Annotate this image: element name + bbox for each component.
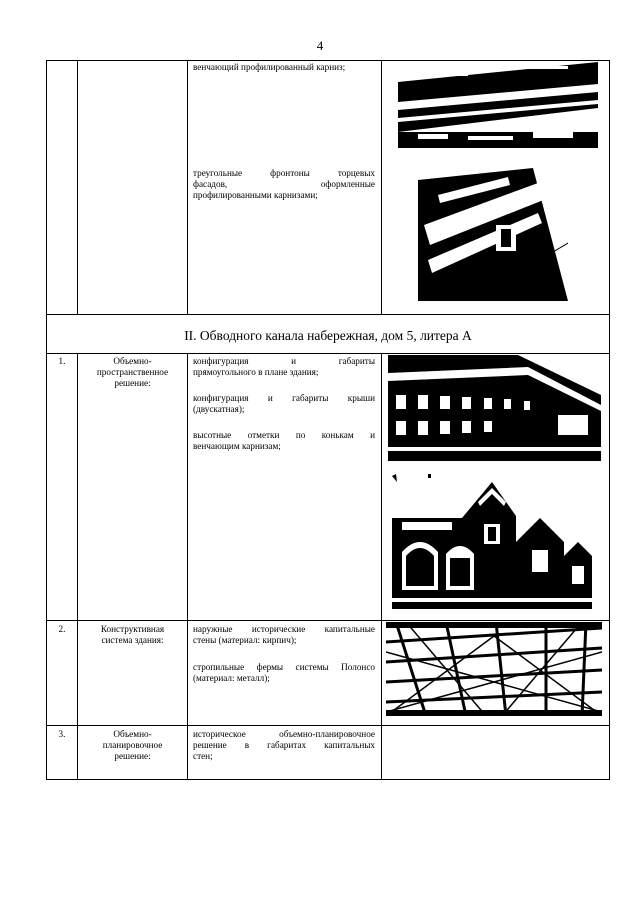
pediment-text-line1: треугольные фронтоны торцевых xyxy=(193,168,375,178)
row-desc-line: наружные исторические капитальные xyxy=(193,624,375,634)
row-desc-line: венчающим карнизам; xyxy=(193,441,281,451)
row-name-line3: решение: xyxy=(114,751,151,761)
row-desc-line: стропильные фермы системы Полонсо xyxy=(193,662,375,672)
row-number: 2. xyxy=(58,624,66,634)
row-desc-line: прямоугольного в плане здания; xyxy=(193,367,319,377)
section-heading: II. Обводного канала набережная, дом 5, литера А xyxy=(184,328,472,343)
row-number: 3. xyxy=(58,729,66,739)
row-name-line2: пространственное xyxy=(96,367,169,377)
row-desc-line: высотные отметки по конькам и xyxy=(193,430,375,440)
row-desc-line: решение в габаритах капитальных xyxy=(193,740,375,750)
row-desc-line: стен; xyxy=(193,751,213,761)
pediment-text-line3: профилированными карнизами; xyxy=(193,190,318,200)
row-name-line1: Объемно- xyxy=(113,356,152,366)
row-name-line2: планировочное xyxy=(102,740,163,750)
row-desc-line: конфигурация и габариты xyxy=(193,356,375,366)
cornice-photo xyxy=(398,62,598,148)
pediment-photo xyxy=(418,165,568,301)
row-desc-line: стены (материал: кирпич); xyxy=(193,635,297,645)
row-name-line1: Конструктивная xyxy=(100,624,165,634)
page-number: 4 xyxy=(316,38,324,53)
row-name-line1: Объемно- xyxy=(113,729,152,739)
row-desc-line: историческое объемно-планировочное xyxy=(193,729,375,739)
row-desc-line: (двускатная); xyxy=(193,404,245,414)
row-desc-line: конфигурация и габариты крыши xyxy=(193,393,375,403)
row-name-line2: система здания: xyxy=(101,635,164,645)
pediment-text-line2: фасадов, оформленные xyxy=(193,179,375,189)
row-name-line3: решение: xyxy=(114,378,151,388)
row-desc-line: (материал: металл); xyxy=(193,673,270,683)
truss-photo xyxy=(386,622,602,716)
facade-photo xyxy=(388,355,601,461)
gables-photo xyxy=(392,472,597,609)
row-number: 1. xyxy=(58,356,66,366)
cornice-text: венчающий профилированный карниз; xyxy=(193,62,346,72)
